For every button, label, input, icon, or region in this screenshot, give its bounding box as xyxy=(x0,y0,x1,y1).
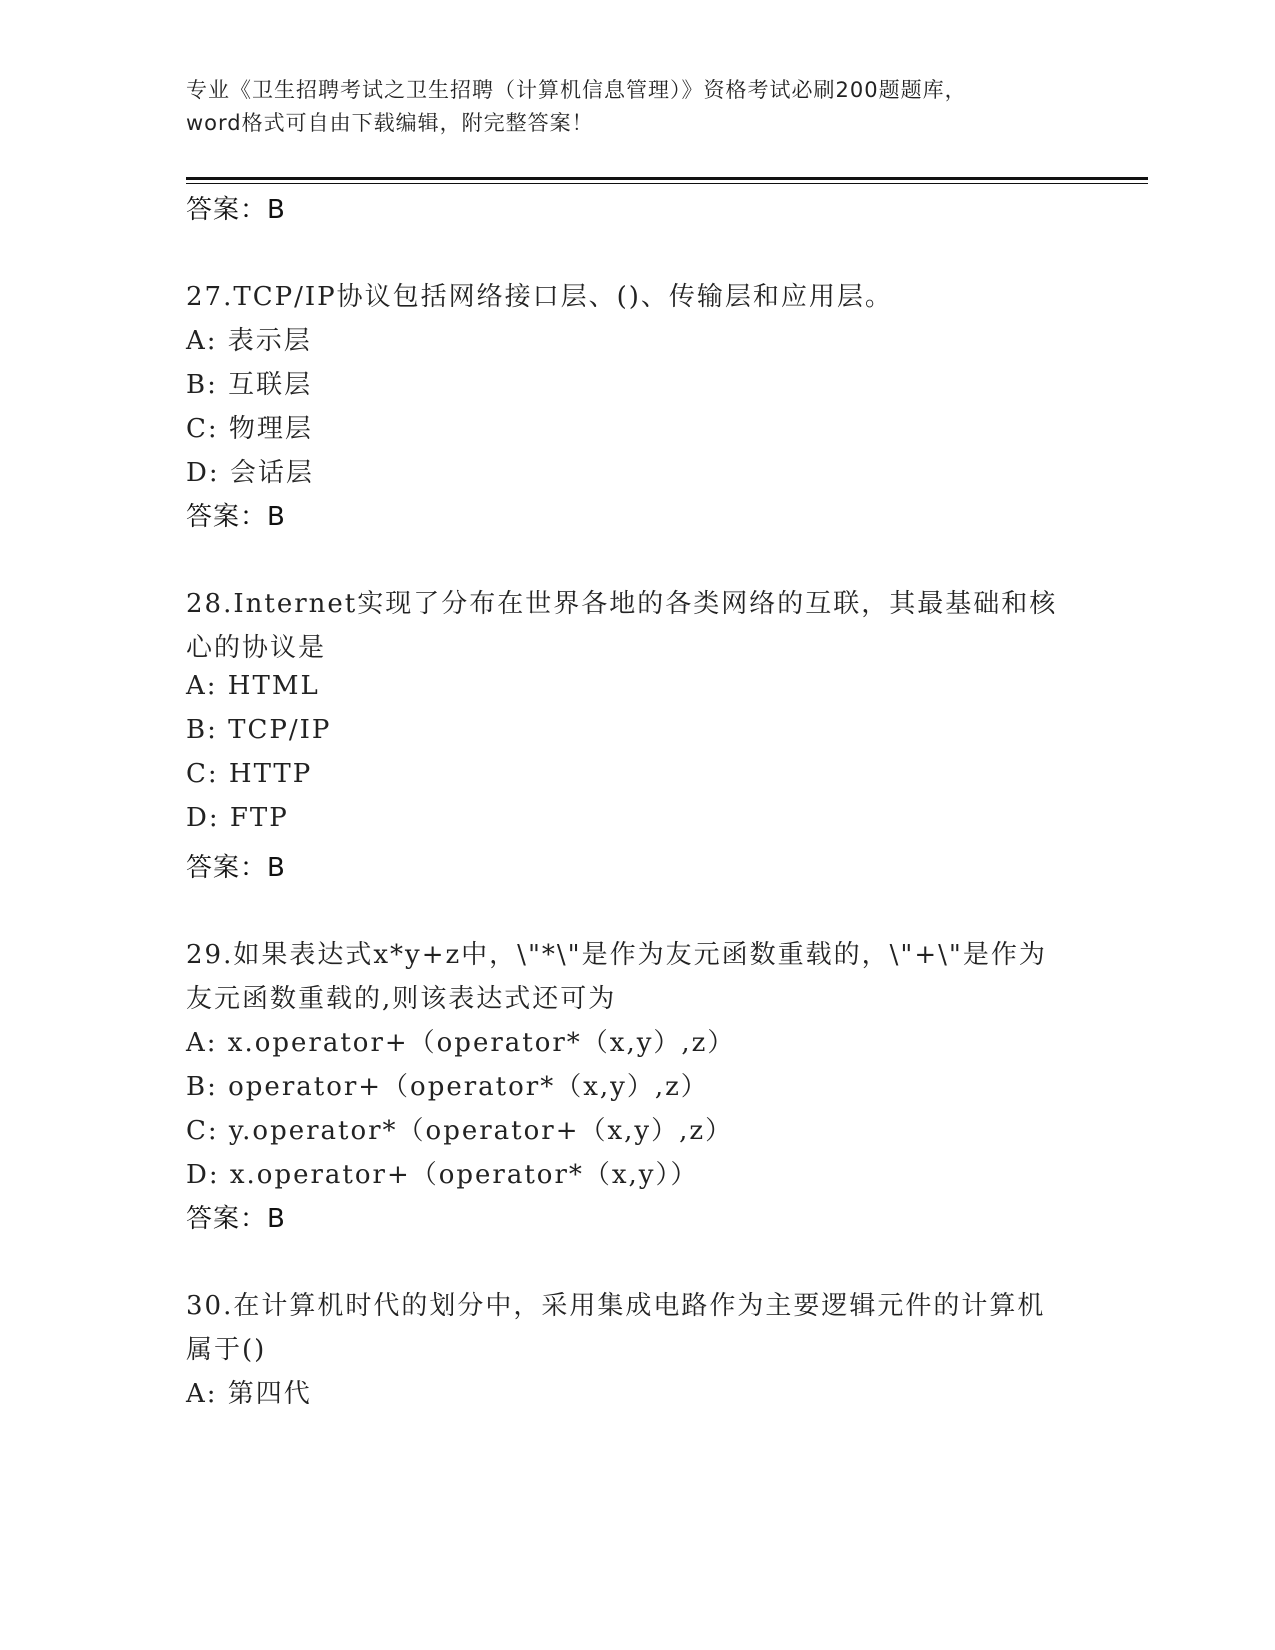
option-a: A: HTML xyxy=(186,671,320,701)
option-c: C: y.operator*（operator+（x,y）,z） xyxy=(186,1116,734,1146)
answer: 答案：B xyxy=(186,853,286,883)
option-a: A: 第四代 xyxy=(186,1379,312,1409)
option-a: A: x.operator+（operator*（x,y）,z） xyxy=(186,1028,736,1058)
option-b: B: operator+（operator*（x,y）,z） xyxy=(186,1072,709,1102)
option-b: B: 互联层 xyxy=(186,370,313,400)
question-text-cont: 属于() xyxy=(186,1335,267,1365)
question-text-cont: 心的协议是 xyxy=(186,633,327,663)
header-line-2: word格式可自由下载编辑，附完整答案！ xyxy=(186,111,594,135)
option-d: D: 会话层 xyxy=(186,458,314,488)
question-text: 27.TCP/IP协议包括网络接口层、()、传输层和应用层。 xyxy=(186,282,893,312)
answer: 答案：B xyxy=(186,1204,286,1234)
option-c: C: HTTP xyxy=(186,759,313,789)
option-b: B: TCP/IP xyxy=(186,715,332,745)
question-text: 30.在计算机时代的划分中，采用集成电路作为主要逻辑元件的计算机 xyxy=(186,1291,1046,1321)
option-d: D: FTP xyxy=(186,803,289,833)
header-rule-thick xyxy=(186,177,1148,180)
question-text: 28.Internet实现了分布在世界各地的各类网络的互联，其最基础和核 xyxy=(186,589,1058,619)
previous-answer: 答案：B xyxy=(186,195,286,225)
option-a: A: 表示层 xyxy=(186,326,312,356)
question-text-cont: 友元函数重载的,则该表达式还可为 xyxy=(186,984,617,1014)
header-rule-thin xyxy=(186,183,1148,184)
document-header xyxy=(186,74,1086,140)
header-line-1: 专业《卫生招聘考试之卫生招聘（计算机信息管理）》资格考试必刷200题题库， xyxy=(186,78,967,102)
option-d: D: x.operator+（operator*（x,y）） xyxy=(186,1160,699,1190)
option-c: C: 物理层 xyxy=(186,414,313,444)
answer: 答案：B xyxy=(186,502,286,532)
question-text: 29.如果表达式x*y+z中，\"*\"是作为友元函数重载的，\"+\"是作为 xyxy=(186,940,1047,970)
